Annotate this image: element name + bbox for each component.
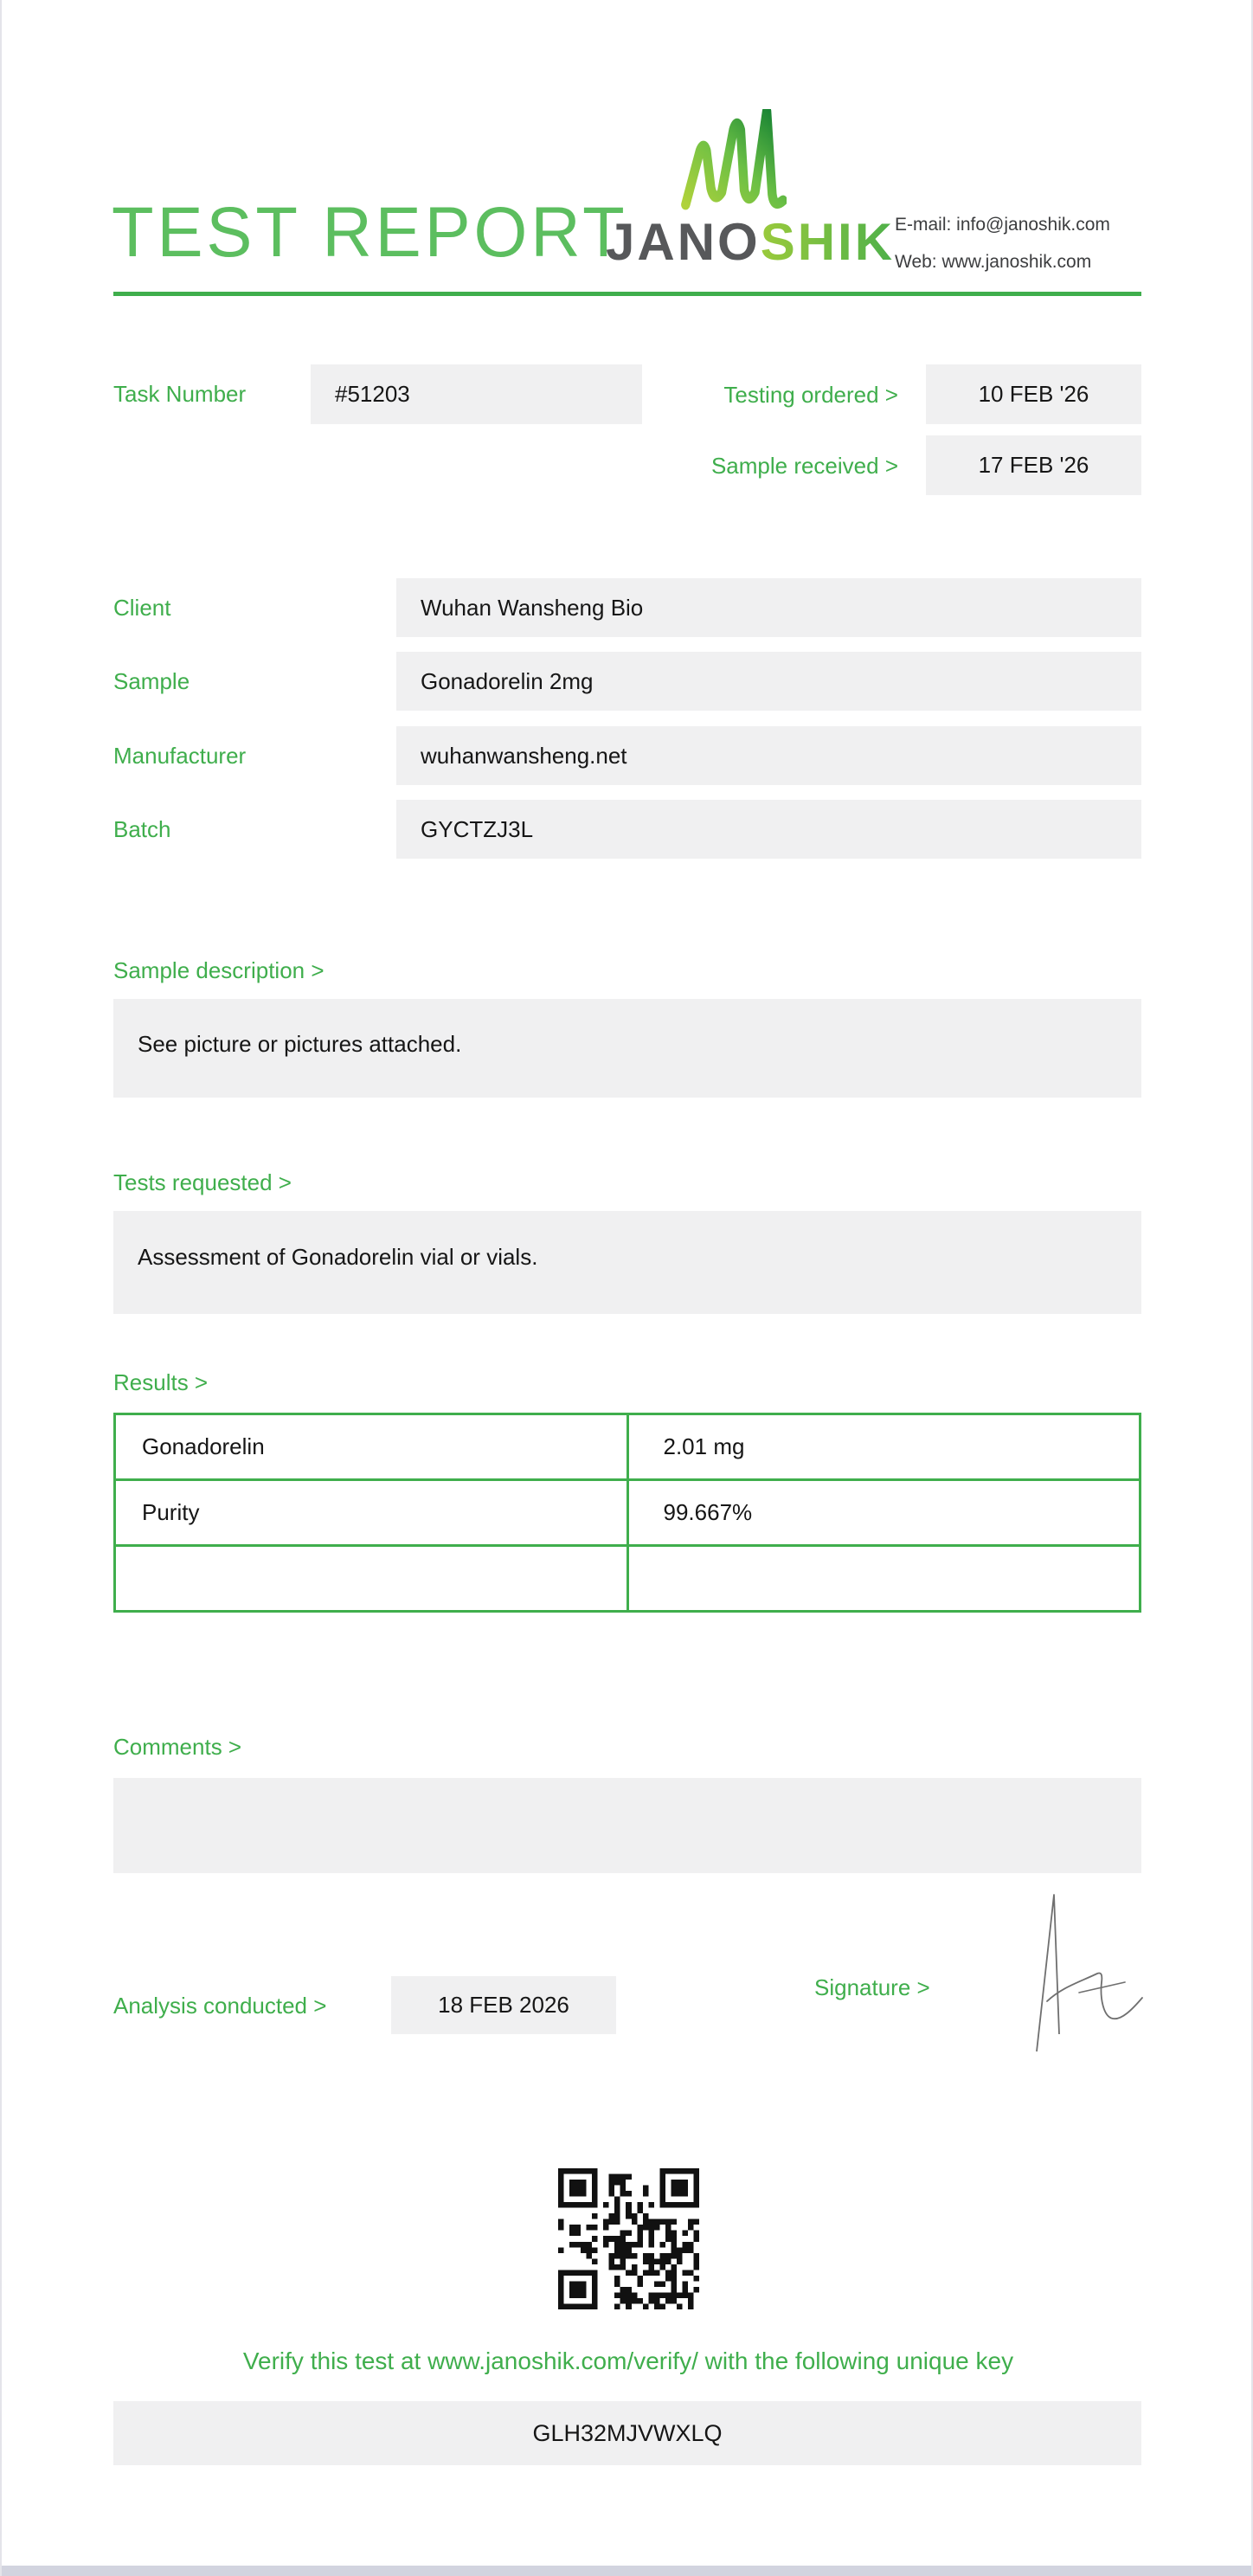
result-value: 99.667% <box>627 1480 1141 1546</box>
tests-requested-text: Assessment of Gonadorelin vial or vials. <box>138 1244 538 1270</box>
tests-requested-box <box>113 1211 1141 1314</box>
task-number-value: #51203 <box>311 364 642 424</box>
wordmark-green-part: SHIK <box>760 213 896 271</box>
result-analyte <box>115 1546 628 1612</box>
page-title: TEST REPORT <box>112 193 628 272</box>
analysis-conducted-label: Analysis conducted > <box>113 1993 327 2019</box>
client-label: Client <box>113 595 171 621</box>
batch-value: GYCTZJ3L <box>396 800 1141 859</box>
contact-web: Web: www.janoshik.com <box>895 252 1092 272</box>
client-value: Wuhan Wansheng Bio <box>396 578 1141 637</box>
results-table <box>113 1413 1141 1613</box>
signature-label: Signature > <box>814 1974 930 2000</box>
janoshik-squiggle-icon <box>678 109 787 213</box>
verify-instruction: Verify this test at www.janoshik.com/verify/ with the following unique key <box>242 2347 1014 2374</box>
result-value: 2.01 mg <box>627 1414 1141 1480</box>
results-label: Results > <box>113 1369 209 1395</box>
bottom-bar <box>2 2566 1253 2576</box>
sample-description-text: See picture or pictures attached. <box>138 1031 462 1057</box>
sample-label: Sample <box>113 668 190 694</box>
sample-received-value: 17 FEB '26 <box>926 435 1141 495</box>
sample-value: Gonadorelin 2mg <box>396 652 1141 711</box>
verify-key: GLH32MJVWXLQ <box>113 2401 1141 2465</box>
header-divider <box>113 292 1141 296</box>
analysis-conducted-value: 18 FEB 2026 <box>391 1976 616 2034</box>
testing-ordered-label: Testing ordered > <box>723 382 898 408</box>
sample-description-box <box>113 999 1141 1098</box>
results-row <box>115 1546 1141 1612</box>
result-value <box>627 1546 1141 1612</box>
testing-ordered-value: 10 FEB '26 <box>926 364 1141 424</box>
comments-label: Comments > <box>113 1734 242 1760</box>
tests-requested-label: Tests requested > <box>113 1169 292 1195</box>
result-analyte: Purity <box>115 1480 628 1546</box>
result-analyte: Gonadorelin <box>115 1414 628 1480</box>
janoshik-wordmark <box>606 213 896 271</box>
task-number-label: Task Number <box>113 381 247 407</box>
sample-description-label: Sample description > <box>113 957 324 983</box>
manufacturer-value: wuhanwansheng.net <box>396 726 1141 785</box>
results-row <box>115 1414 1141 1480</box>
comments-box <box>113 1778 1141 1873</box>
sample-received-label: Sample received > <box>710 453 898 479</box>
contact-email: E-mail: info@janoshik.com <box>895 215 1110 235</box>
results-row <box>115 1480 1141 1546</box>
handwritten-signature <box>1014 1861 1239 2086</box>
manufacturer-label: Manufacturer <box>113 743 247 769</box>
qr-code <box>558 2168 699 2309</box>
batch-label: Batch <box>113 816 171 842</box>
wordmark-dark-part: JANO <box>606 213 761 271</box>
contact-block <box>895 206 1110 280</box>
